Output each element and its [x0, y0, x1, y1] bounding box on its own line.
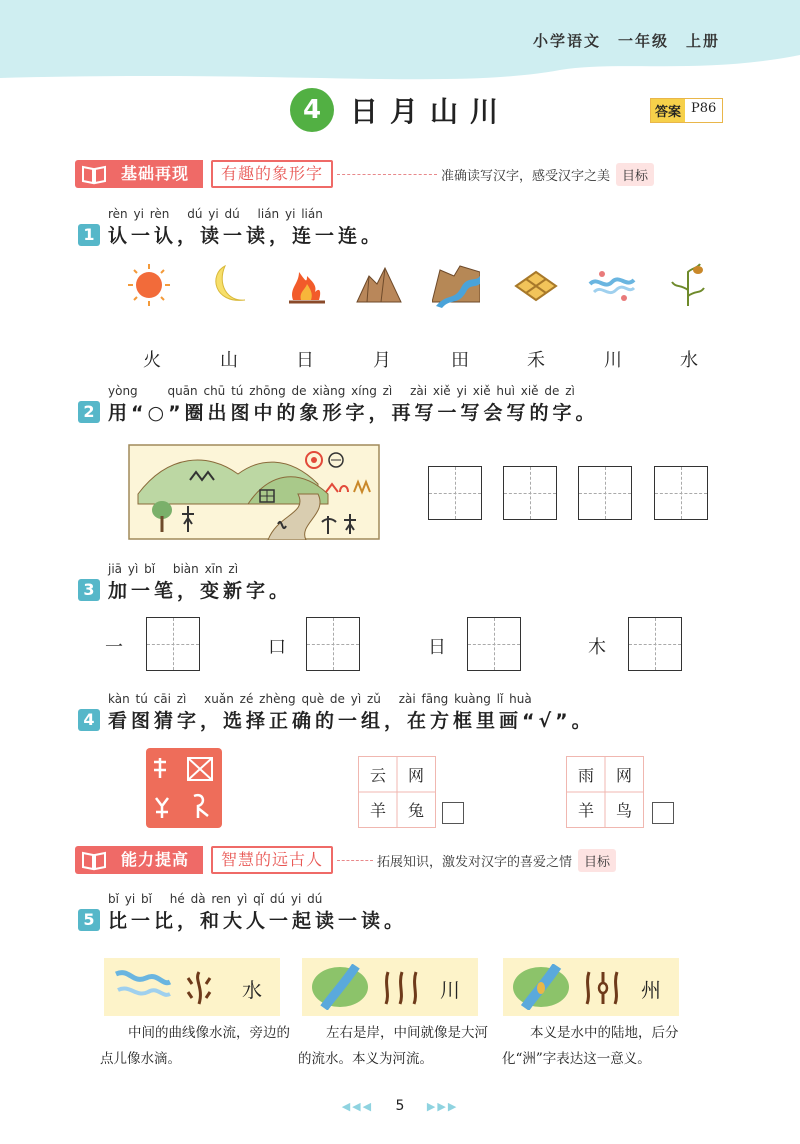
- writing-grid[interactable]: [578, 466, 632, 520]
- next-arrows: ▶▶▶: [426, 1100, 459, 1113]
- section-sub: 智慧的远古人: [211, 846, 333, 874]
- pinyin: jiā yì bǐ biàn xīn zì: [108, 562, 239, 576]
- page-footer: [0, 1098, 800, 1114]
- divider: [337, 860, 373, 861]
- char-card-water: [104, 958, 280, 1016]
- question-2: [78, 382, 599, 425]
- card-char: 川: [440, 978, 460, 1002]
- question-text: 比一比，和大人一起读一读。: [108, 910, 408, 932]
- option-b-checkbox[interactable]: [652, 802, 674, 824]
- question-text: 看图猜字，选择正确的一组，在方框里画“√”。: [108, 710, 595, 732]
- writing-grid[interactable]: [146, 617, 200, 671]
- char-option: 禾: [527, 350, 545, 371]
- answer-page: P86: [685, 99, 722, 122]
- char-option: 田: [451, 350, 469, 371]
- question-number: 4: [78, 709, 100, 731]
- lesson-title: 日月山川: [350, 95, 511, 128]
- question-1: [78, 205, 384, 248]
- writing-grid[interactable]: [503, 466, 557, 520]
- divider: [337, 174, 437, 175]
- char-option: 山: [220, 350, 238, 371]
- section-advanced: [75, 846, 616, 874]
- section-name: 能力提高: [113, 846, 203, 874]
- fire-icon: [283, 262, 331, 308]
- option-a-box: [358, 756, 436, 828]
- section-sub: 有趣的象形字: [211, 160, 333, 188]
- water-stream-icon: [112, 964, 172, 1010]
- section-name: 基础再现: [113, 160, 203, 188]
- section-basic: [75, 160, 654, 188]
- question-number: 2: [78, 401, 100, 423]
- writing-grid[interactable]: [654, 466, 708, 520]
- base-char: 一: [105, 637, 123, 658]
- char-option: 水: [680, 350, 698, 371]
- scene-illustration: [128, 444, 380, 540]
- pinyin: bǐ yi bǐ hé dà ren yì qǐ dú yi dú: [108, 892, 323, 906]
- option-char: 雨: [577, 766, 594, 785]
- base-char: 口: [268, 637, 286, 658]
- question-number: 3: [78, 579, 100, 601]
- question-text: 认一认，读一读，连一连。: [108, 225, 385, 247]
- option-char: 羊: [369, 801, 386, 820]
- pinyin: kàn tú cāi zì xuǎn zé zhèng què de yì zǔ zài fāng kuàng lǐ huà: [108, 692, 532, 706]
- option-a-checkbox[interactable]: [442, 802, 464, 824]
- answer-label: 答案: [651, 99, 685, 122]
- section-goal: 拓展知识，激发对汉字的喜爱之情: [377, 854, 573, 870]
- goal-tag: 目标: [616, 163, 654, 186]
- lesson-number: 4: [290, 88, 334, 132]
- writing-grid[interactable]: [306, 617, 360, 671]
- option-char: 网: [407, 766, 424, 785]
- question-text: 加一笔，变新字。: [108, 580, 293, 602]
- writing-grid[interactable]: [428, 466, 482, 520]
- card-char: 水: [242, 978, 262, 1002]
- card-char: 州: [641, 978, 661, 1002]
- char-option: 月: [373, 350, 391, 371]
- section-goal: 准确读写汉字，感受汉字之美: [441, 168, 611, 184]
- question-5: [78, 890, 407, 933]
- pinyin: yòng quān chū tú zhōng de xiàng xíng zì zài xiě yi xiě huì xiě de zì: [108, 384, 575, 398]
- option-char: 兔: [407, 801, 424, 820]
- card-description: 中间的曲线像水流，旁边的点儿像水滴。: [100, 1025, 290, 1067]
- question-4: [78, 690, 595, 733]
- river-glyph-icon: [382, 970, 422, 1006]
- page-number: 5: [395, 1098, 405, 1114]
- option-char: 云: [369, 766, 386, 785]
- question-number: 1: [78, 224, 100, 246]
- field-icon: [512, 262, 560, 308]
- writing-grid[interactable]: [467, 617, 521, 671]
- question-number: 5: [78, 909, 100, 931]
- base-char: 木: [588, 637, 606, 658]
- writing-grid[interactable]: [628, 617, 682, 671]
- card-description: 左右是岸，中间就像是大河的流水。本义为河流。: [298, 1025, 488, 1067]
- option-char: 鸟: [615, 801, 632, 820]
- goal-tag: 目标: [578, 849, 616, 872]
- book-icon: [75, 846, 113, 874]
- header-subject: 小学语文 一年级 上册: [532, 32, 720, 50]
- option-b-box: [566, 756, 644, 828]
- base-char: 日: [428, 637, 446, 658]
- river-bank-icon: [310, 964, 370, 1010]
- moon-icon: [205, 262, 253, 308]
- river-icon: [432, 262, 480, 308]
- water-icon: [588, 262, 636, 308]
- lesson-heading: [290, 88, 510, 132]
- sun-icon: [125, 262, 173, 308]
- option-char: 羊: [577, 801, 594, 820]
- prev-arrows: ◀◀◀: [341, 1100, 374, 1113]
- island-glyph-icon: [583, 970, 623, 1006]
- ancient-script-seal: [146, 748, 222, 828]
- char-option: 日: [296, 350, 314, 371]
- option-char: 网: [615, 766, 632, 785]
- book-icon: [75, 160, 113, 188]
- char-option: 火: [143, 350, 161, 371]
- island-icon: [511, 964, 571, 1010]
- answer-reference[interactable]: [650, 98, 723, 123]
- char-card-island: [503, 958, 679, 1016]
- char-option: 川: [604, 350, 622, 371]
- question-3: [78, 560, 292, 603]
- question-text: 用“○”圈出图中的象形字，再写一写会写的字。: [108, 402, 599, 424]
- card-description: 本义是水中的陆地，后分化“洲”字表达这一意义。: [502, 1025, 679, 1067]
- pinyin: rèn yi rèn dú yi dú lián yi lián: [108, 207, 323, 221]
- grain-icon: [664, 262, 712, 308]
- water-glyph-icon: [184, 970, 214, 1006]
- char-card-river: [302, 958, 478, 1016]
- mountain-icon: [355, 262, 403, 308]
